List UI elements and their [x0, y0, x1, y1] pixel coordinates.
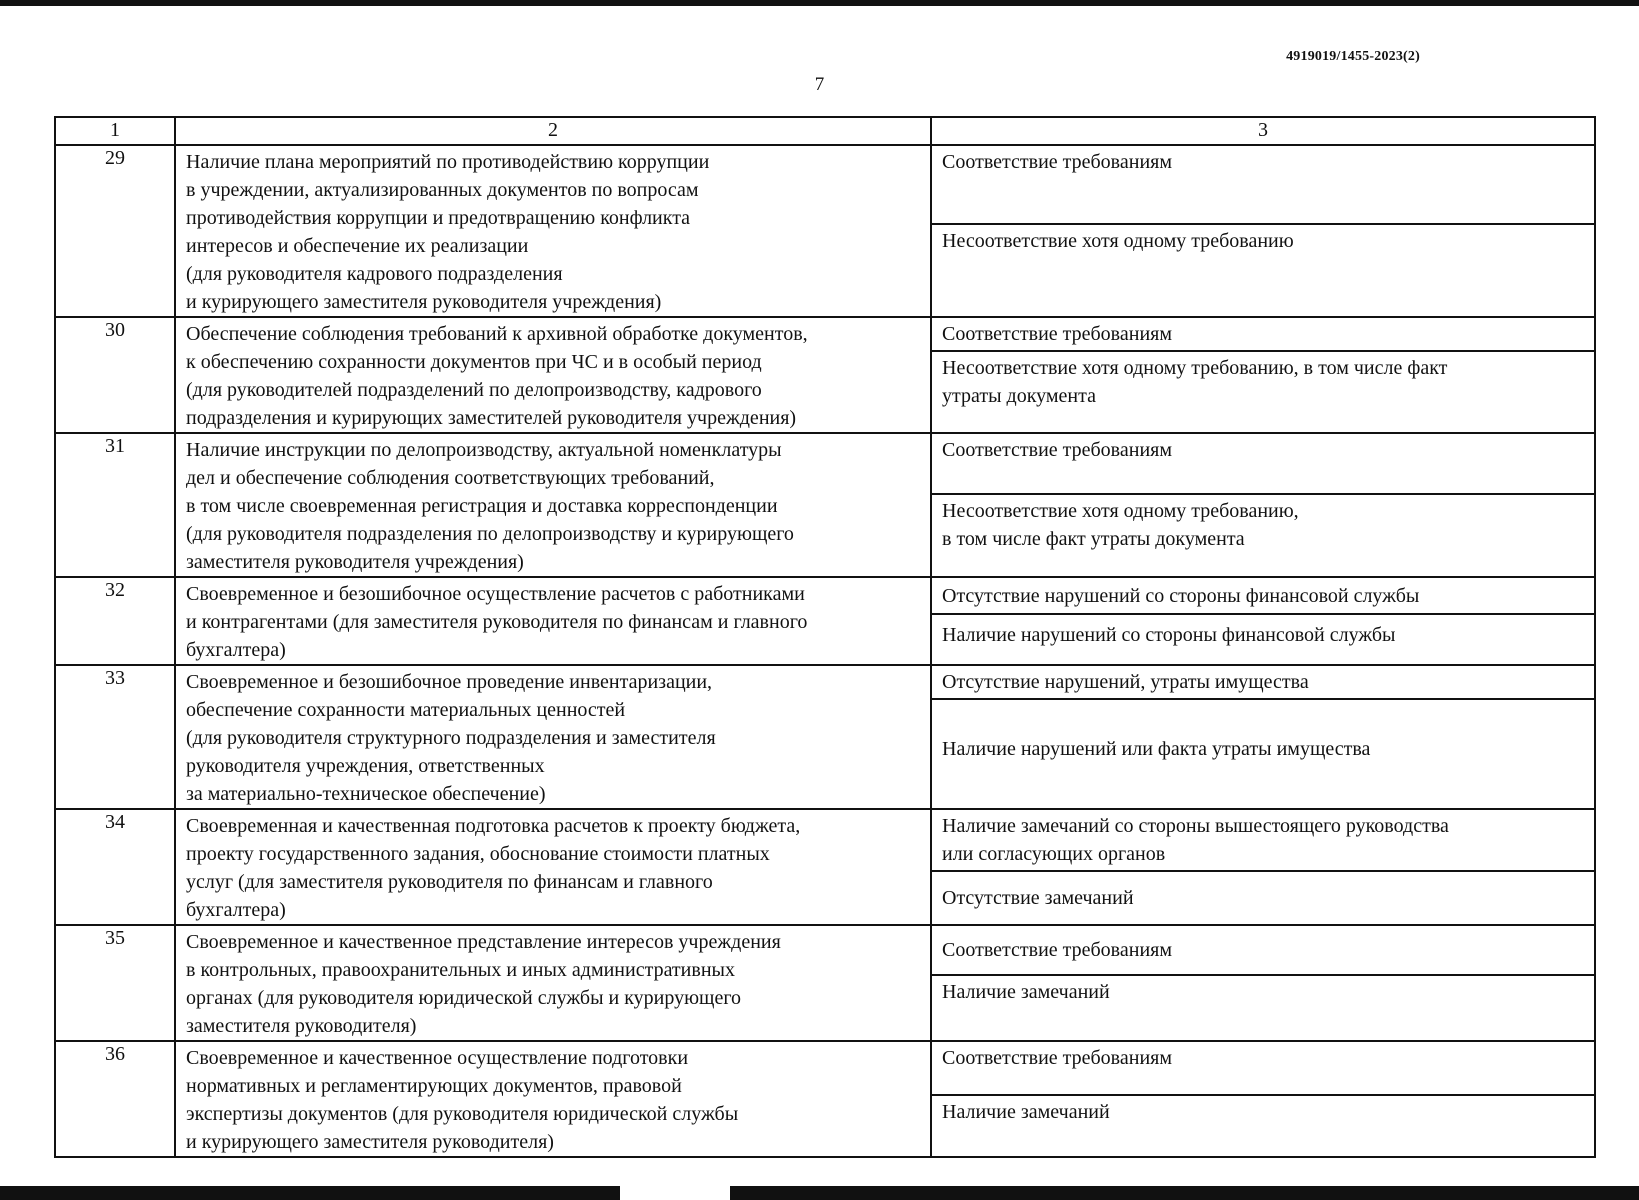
table-body — [55, 145, 1595, 1157]
criterion-line: Наличие нарушений или факта утраты имущества — [942, 738, 1371, 760]
criterion-text — [942, 148, 1584, 176]
table-row — [55, 433, 1595, 577]
criterion-line: Несоответствие хотя одному требованию, — [942, 500, 1299, 522]
row-criteria — [931, 317, 1595, 433]
description-line: (для руководителя структурного подразделения и заместителя — [186, 727, 716, 749]
criterion-text — [942, 227, 1584, 255]
column-header-2: 2 — [175, 117, 931, 145]
description-line: и контрагентами (для заместителя руководителя по финансам и главного — [186, 611, 808, 633]
criterion-text — [942, 582, 1419, 610]
criterion-item — [932, 613, 1594, 655]
row-criteria — [931, 665, 1595, 809]
description-line: в том числе своевременная регистрация и доставка корреспонденции — [186, 495, 778, 517]
criterion-line: Несоответствие хотя одному требованию, в том числе факт — [942, 357, 1448, 379]
criterion-line: Наличие замечаний — [942, 1101, 1110, 1123]
criterion-text — [942, 621, 1396, 649]
description-line: Обеспечение соблюдения требований к архивной обработке документов, — [186, 323, 808, 345]
row-criteria — [931, 925, 1595, 1041]
criterion-line: Наличие замечаний со стороны вышестоящего руководства — [942, 815, 1449, 837]
criteria-table — [54, 116, 1596, 1158]
row-criteria — [931, 145, 1595, 317]
criterion-item — [932, 974, 1594, 1028]
description-line: (для руководителя подразделения по делопроизводству и курирующего — [186, 523, 794, 545]
description-line: руководителя учреждения, ответственных — [186, 755, 545, 777]
criteria-list — [932, 666, 1594, 799]
criterion-item — [932, 578, 1594, 613]
description-line: Своевременное и безошибочное осуществление расчетов с работниками — [186, 583, 805, 605]
description-line: Своевременное и безошибочное проведение инвентаризации, — [186, 671, 713, 693]
criterion-line: Соответствие требованиям — [942, 151, 1172, 173]
description-line: дел и обеспечение соблюдения соответствующих требований, — [186, 467, 715, 489]
criterion-item — [932, 350, 1594, 433]
row-description — [175, 809, 931, 925]
criterion-line: Отсутствие замечаний — [942, 887, 1134, 909]
criterion-text — [942, 320, 1584, 348]
criterion-text — [942, 812, 1584, 868]
criterion-text — [942, 1044, 1584, 1072]
criterion-text — [942, 978, 1584, 1006]
description-line: Своевременное и качественное представление интересов учреждения — [186, 931, 781, 953]
scan-border-bottom — [0, 1186, 1639, 1200]
table-row — [55, 145, 1595, 317]
criterion-text — [942, 436, 1584, 464]
criterion-line: Соответствие требованиям — [942, 439, 1172, 461]
scan-border-gap — [620, 1186, 730, 1200]
row-number: 29 — [55, 145, 175, 317]
column-header-3: 3 — [931, 117, 1595, 145]
criterion-item — [932, 666, 1594, 698]
criteria-list — [932, 926, 1594, 1030]
description-line: и курирующего заместителя руководителя) — [186, 1131, 554, 1153]
criterion-line: Отсутствие нарушений со стороны финансовой службы — [942, 584, 1420, 607]
row-description — [175, 925, 931, 1041]
criterion-line: Отсутствие нарушений, утраты имущества — [942, 671, 1309, 693]
description-line: Своевременная и качественная подготовка расчетов к проекту бюджета, — [186, 815, 801, 837]
description-line: в контрольных, правоохранительных и иных административных — [186, 959, 735, 981]
description-line: бухгалтера) — [186, 639, 286, 661]
criteria-list — [932, 810, 1594, 917]
row-description — [175, 145, 931, 317]
criterion-text — [942, 354, 1584, 410]
row-description — [175, 577, 931, 665]
description-line: Своевременное и качественное осуществление подготовки — [186, 1047, 689, 1069]
row-number: 33 — [55, 665, 175, 809]
row-number: 34 — [55, 809, 175, 925]
criterion-line: или согласующих органов — [942, 843, 1166, 865]
criterion-item — [932, 493, 1594, 563]
description-line: за материально-техническое обеспечение) — [186, 783, 546, 805]
row-description — [175, 317, 931, 433]
description-line: бухгалтера) — [186, 899, 286, 921]
description-line: экспертизы документов (для руководителя юридической службы — [186, 1103, 739, 1125]
description-line: проекту государственного задания, обоснование стоимости платных — [186, 843, 770, 865]
criterion-line: Соответствие требованиям — [942, 939, 1172, 961]
table-header-row — [55, 117, 1595, 145]
row-criteria — [931, 433, 1595, 577]
criterion-line: утраты документа — [942, 385, 1096, 407]
criterion-item — [932, 698, 1594, 798]
criteria-list — [932, 578, 1594, 657]
criterion-text — [942, 936, 1172, 964]
criteria-list — [932, 434, 1594, 565]
criterion-line: Наличие нарушений со стороны финансовой службы — [942, 624, 1396, 646]
criterion-item — [932, 223, 1594, 306]
table-row — [55, 925, 1595, 1041]
table-row — [55, 809, 1595, 925]
row-description — [175, 433, 931, 577]
row-description — [175, 665, 931, 809]
description-line: интересов и обеспечение их реализации — [186, 235, 529, 257]
criterion-line: Несоответствие хотя одному требованию — [942, 230, 1294, 252]
criterion-line: в том числе факт утраты документа — [942, 528, 1245, 550]
criterion-text — [942, 1098, 1584, 1126]
row-criteria — [931, 577, 1595, 665]
description-line: нормативных и регламентирующих документов, правовой — [186, 1075, 682, 1097]
document-id: 4919019/1455-2023(2) — [1286, 49, 1420, 64]
row-number: 30 — [55, 317, 175, 433]
page-number: 7 — [814, 74, 825, 95]
criterion-line: Соответствие требованиям — [942, 323, 1172, 345]
description-line: противодействия коррупции и предотвращению конфликта — [186, 207, 691, 229]
criteria-list — [932, 146, 1594, 308]
table-row — [55, 1041, 1595, 1157]
criterion-item — [932, 810, 1594, 870]
criteria-list — [932, 1042, 1594, 1148]
description-line: обеспечение сохранности материальных ценностей — [186, 699, 626, 721]
criterion-text — [942, 497, 1584, 553]
description-line: Наличие инструкции по делопроизводству, актуальной номенклатуры — [186, 439, 782, 461]
column-header-1: 1 — [55, 117, 175, 145]
description-line: органах (для руководителя юридической службы и курирующего — [186, 987, 742, 1009]
criterion-item — [932, 318, 1594, 350]
description-line: (для руководителей подразделений по делопроизводству, кадрового — [186, 379, 762, 401]
criterion-text — [942, 735, 1370, 763]
description-line: (для руководителя кадрового подразделения — [186, 263, 563, 285]
row-description — [175, 1041, 931, 1157]
row-criteria — [931, 809, 1595, 925]
criterion-item — [932, 1042, 1594, 1094]
description-line: в учреждении, актуализированных документов по вопросам — [186, 179, 699, 201]
scan-border-top — [0, 0, 1639, 6]
criterion-item — [932, 1094, 1594, 1146]
criterion-line: Наличие замечаний — [942, 981, 1110, 1003]
criterion-item — [932, 870, 1594, 924]
table-row — [55, 577, 1595, 665]
description-line: подразделения и курирующих заместителей руководителя учреждения) — [186, 407, 797, 429]
description-line: Наличие плана мероприятий по противодействию коррупции — [186, 151, 710, 173]
criterion-line: Соответствие требованиям — [942, 1047, 1172, 1069]
row-number: 31 — [55, 433, 175, 577]
table-row — [55, 317, 1595, 433]
row-number: 35 — [55, 925, 175, 1041]
row-number: 32 — [55, 577, 175, 665]
criteria-list — [932, 318, 1594, 424]
description-line: услуг (для заместителя руководителя по финансам и главного — [186, 871, 713, 893]
table-row — [55, 665, 1595, 809]
criterion-text — [942, 884, 1134, 912]
row-number: 36 — [55, 1041, 175, 1157]
criterion-item — [932, 434, 1594, 493]
criterion-item — [932, 146, 1594, 223]
description-line: и курирующего заместителя руководителя учреждения) — [186, 291, 662, 313]
description-line: к обеспечению сохранности документов при ЧС и в особый период — [186, 351, 762, 373]
criterion-text — [942, 668, 1584, 696]
row-criteria — [931, 1041, 1595, 1157]
description-line: заместителя руководителя) — [186, 1015, 417, 1037]
description-line: заместителя руководителя учреждения) — [186, 551, 524, 573]
criterion-item — [932, 926, 1594, 974]
